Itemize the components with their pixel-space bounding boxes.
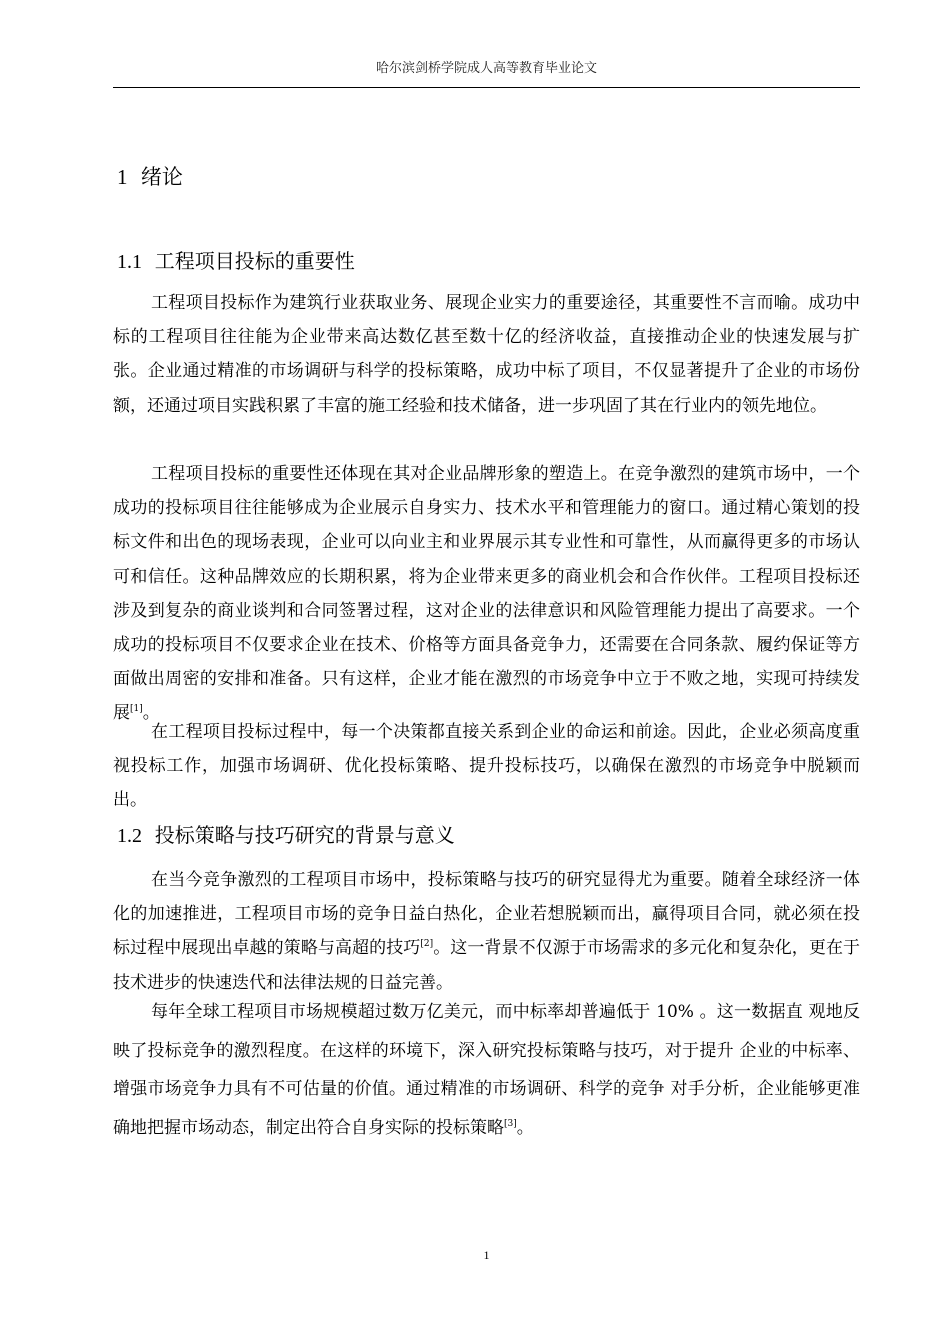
paragraph-text: 每年全球工程项目市场规模超过数万亿美元，而中标率却普遍低于 10% 。这一数据直 观地反映了投标竞争的激烈程度。在这样的环境下，深入研究投标策略与技巧，对于提升 企业的中标率、增强市场竞争力具有不可估量的价值。通过精准的市场调研、科学的竞争 对手分析，企业能够更准确地把握市场动态，制定出符合自身实际的投标策略 <box>113 1002 860 1138</box>
paragraph-text: 在工程项目投标过程中，每一个决策都直接关系到企业的命运和前途。因此，企业必须高度重视投标工作，加强市场调研、优化投标策略、提升投标技巧，以确保在激烈的市场竞争中脱颖而出。 <box>113 722 860 811</box>
section-title-text: 投标策略与技巧研究的背景与意义 <box>154 823 455 847</box>
paragraph-tail: 。 <box>516 1117 534 1138</box>
paragraph <box>113 286 860 423</box>
section-number: 1.1 <box>117 251 142 273</box>
section-title-1-1 <box>117 246 355 277</box>
header-rule <box>113 87 860 88</box>
section-title-1-2 <box>117 820 455 851</box>
page-number: 1 <box>483 1248 490 1262</box>
paragraph-tail: 。 <box>142 703 160 724</box>
citation: [3] <box>504 1118 517 1129</box>
section-title-text: 工程项目投标的重要性 <box>154 249 355 273</box>
paragraph-text: 工程项目投标的重要性还体现在其对企业品牌形象的塑造上。在竞争激烈的建筑市场中，一个成功的投标项目往往能够成为企业展示自身实力、技术水平和管理能力的窗口。通过精心策划的投标文件和出色的现场表现，企业可以向业主和业界展示其专业性和可靠性，从而赢得更多的市场认可和信任。这种品牌效应的长期积累，将为企业带来更多的商业机会和合作伙伴。工程项目投标还涉及到复杂的商业谈判和合同签署过程，这对企业的法律意识和风险管理能力提出了高要求。一个成功的投标项目不仅要求企业在技术、价格等方面具备竞争力，还需要在合同条款、履约保证等方面做出周密的安排和准备。只有这样，企业才能在激烈的市场竞争中立于不败之地，实现可持续发展 <box>113 464 860 724</box>
paragraph <box>113 993 860 1147</box>
paragraph <box>113 863 860 1000</box>
paragraph-tail: 。这一背景不仅源于市场需求的多元化和复杂化，更在于技术进步的快速迭代和法律法规的日益完善。 <box>113 938 861 993</box>
citation: [1] <box>130 704 143 715</box>
chapter-title-text: 绪论 <box>140 165 183 189</box>
chapter-title <box>117 162 183 192</box>
page-header: 哈尔滨剑桥学院成人高等教育毕业论文 <box>375 61 597 76</box>
paragraph-text: 工程项目投标作为建筑行业获取业务、展现企业实力的重要途径，其重要性不言而喻。成功中标的工程项目往往能为企业带来高达数亿甚至数十亿的经济收益，直接推动企业的快速发展与扩张。企业通过精准的市场调研与科学的投标策略，成功中标了项目，不仅显著提升了企业的市场份额，还通过项目实践积累了丰富的施工经验和技术储备，进一步巩固了其在行业内的领先地位。 <box>113 293 860 416</box>
paragraph <box>113 715 860 818</box>
chapter-number: 1 <box>117 165 128 189</box>
paragraph <box>113 457 860 731</box>
citation: [2] <box>420 939 434 950</box>
paragraph-text: 在当今竞争激烈的工程项目市场中，投标策略与技巧的研究显得尤为重要。随着全球经济一体化的加速推进，工程项目市场的竞争日益白热化，企业若想脱颖而出，赢得项目合同，就必须在投标过程中展现出卓越的策略与高超的技巧 <box>113 870 860 959</box>
section-number: 1.2 <box>117 825 142 847</box>
